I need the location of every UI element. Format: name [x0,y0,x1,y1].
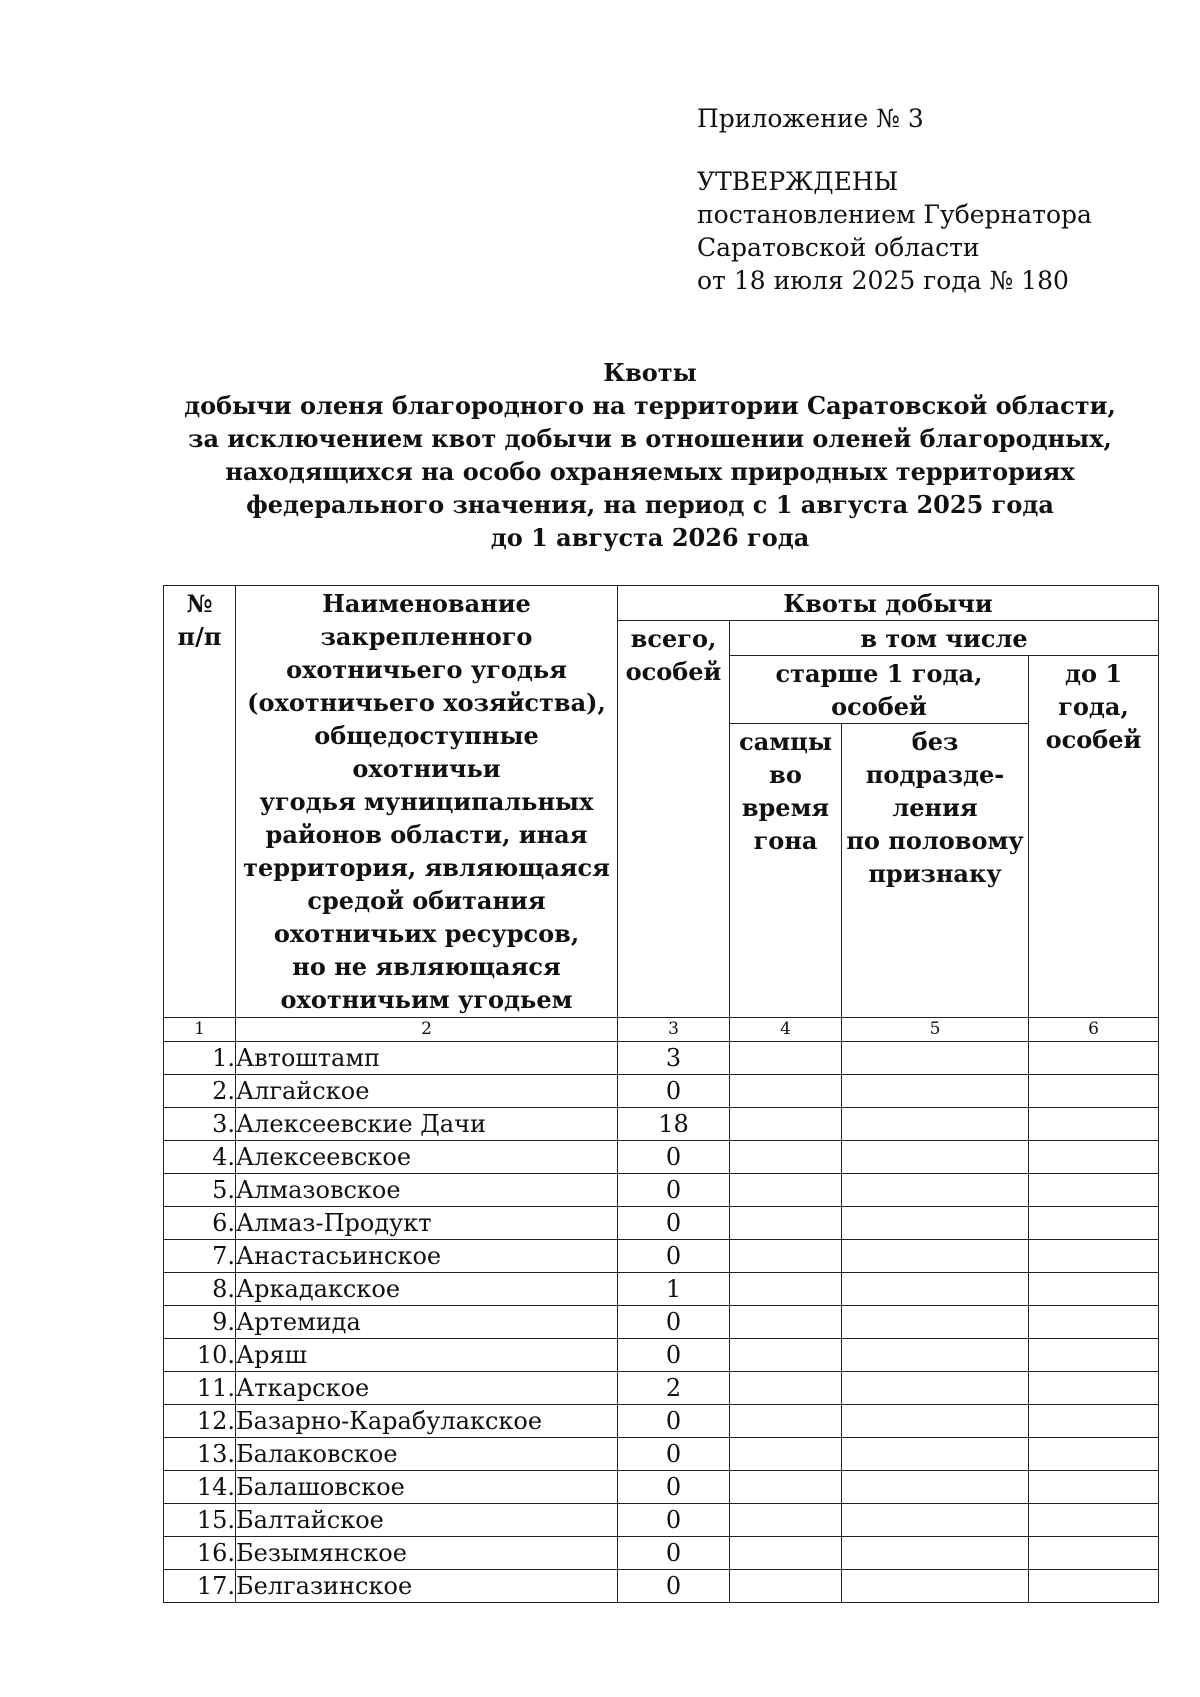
appendix-label: Приложение № 3 [697,104,924,133]
row-total: 1 [618,1273,730,1306]
row-number: 10. [164,1339,236,1372]
row-no-sex [842,1042,1029,1075]
row-males [730,1306,842,1339]
header-older: старше 1 года, особей [730,656,1029,724]
title-line: до 1 августа 2026 года [490,523,810,552]
document-title [140,356,1160,554]
table-body [164,1042,1159,1603]
column-number: 4 [730,1018,842,1042]
row-no-sex [842,1570,1029,1603]
row-name: Алексеевские Дачи [236,1108,618,1141]
row-males [730,1207,842,1240]
table-row [164,1207,1159,1240]
header-name [236,586,618,1018]
title-line: Квоты [603,358,697,387]
row-males [730,1471,842,1504]
header-name-line: территория, являющаяся [243,853,610,882]
column-number: 2 [236,1018,618,1042]
row-name: Аткарское [236,1372,618,1405]
row-no-sex [842,1339,1029,1372]
column-number: 3 [618,1018,730,1042]
row-number: 7. [164,1240,236,1273]
row-males [730,1570,842,1603]
header-name-line: общедоступные охотничьи [314,721,539,783]
row-males [730,1042,842,1075]
header-no-sex-line: ления [892,793,978,822]
row-number: 12. [164,1405,236,1438]
header-males-line: во время [741,760,830,822]
row-name: Аркадакское [236,1273,618,1306]
header-under1 [1029,656,1159,1018]
quota-table [163,585,1159,1603]
row-no-sex [842,1471,1029,1504]
header-name-line: (охотничьего хозяйства), [247,688,606,717]
row-males [730,1372,842,1405]
row-under1 [1029,1372,1159,1405]
row-under1 [1029,1075,1159,1108]
table-row [164,1438,1159,1471]
row-males [730,1537,842,1570]
row-no-sex [842,1405,1029,1438]
row-name: Автоштамп [236,1042,618,1075]
row-total: 0 [618,1438,730,1471]
row-under1 [1029,1108,1159,1141]
column-number: 5 [842,1018,1029,1042]
row-males [730,1174,842,1207]
column-number: 1 [164,1018,236,1042]
table-row [164,1174,1159,1207]
row-name: Балаковское [236,1438,618,1471]
approval-block [697,102,1157,297]
row-name: Аряш [236,1339,618,1372]
row-name: Белгазинское [236,1570,618,1603]
row-under1 [1029,1471,1159,1504]
row-number: 14. [164,1471,236,1504]
row-males [730,1108,842,1141]
header-name-line: но не являющаяся [292,952,561,981]
header-name-line: закрепленного [320,622,533,651]
row-total: 0 [618,1339,730,1372]
row-males [730,1405,842,1438]
table-row [164,1339,1159,1372]
table-row [164,1537,1159,1570]
row-number: 13. [164,1438,236,1471]
row-no-sex [842,1174,1029,1207]
header-name-line: угодья муниципальных [259,787,594,816]
table-row [164,1306,1159,1339]
row-no-sex [842,1537,1029,1570]
decree-line: постановлением Губернатора [697,200,1092,229]
header-number-line: № [186,589,213,618]
row-total: 2 [618,1372,730,1405]
header-number-line: п/п [177,622,222,651]
header-under1-line: до 1 года, [1058,659,1129,721]
row-no-sex [842,1075,1029,1108]
row-total: 0 [618,1141,730,1174]
row-under1 [1029,1504,1159,1537]
table-row [164,1141,1159,1174]
row-name: Алмазовское [236,1174,618,1207]
row-males [730,1240,842,1273]
row-no-sex [842,1273,1029,1306]
row-name: Алмаз-Продукт [236,1207,618,1240]
row-no-sex [842,1108,1029,1141]
header-under1-line: особей [1045,725,1142,754]
row-males [730,1075,842,1108]
row-total: 0 [618,1537,730,1570]
row-total: 0 [618,1207,730,1240]
row-number: 1. [164,1042,236,1075]
header-total-line: особей [625,657,722,686]
row-total: 0 [618,1471,730,1504]
header-name-line: средой обитания [307,886,546,915]
row-total: 0 [618,1405,730,1438]
table-row [164,1471,1159,1504]
decree-date: от 18 июля 2025 года № 180 [697,266,1069,295]
row-no-sex [842,1141,1029,1174]
header-males [730,724,842,1018]
row-no-sex [842,1240,1029,1273]
row-number: 6. [164,1207,236,1240]
header-name-line: охотничьего угодья [286,655,567,684]
header-name-line: Наименование [322,589,531,618]
header-name-line: районов области, иная [265,820,588,849]
title-line: добычи оленя благородного на территории Саратовской области, [184,391,1116,420]
row-number: 9. [164,1306,236,1339]
row-total: 0 [618,1504,730,1537]
row-name: Алгайское [236,1075,618,1108]
header-including: в том числе [730,621,1159,656]
row-name: Базарно-Карабулакское [236,1405,618,1438]
table-row [164,1570,1159,1603]
row-number: 2. [164,1075,236,1108]
row-under1 [1029,1042,1159,1075]
table-row [164,1405,1159,1438]
header-name-line: охотничьих ресурсов, [273,919,580,948]
column-number-row [164,1018,1159,1042]
row-total: 0 [618,1174,730,1207]
row-no-sex [842,1306,1029,1339]
header-no-sex-line: по половому [846,826,1024,855]
row-under1 [1029,1570,1159,1603]
row-name: Балашовское [236,1471,618,1504]
row-name: Безымянское [236,1537,618,1570]
row-under1 [1029,1273,1159,1306]
row-under1 [1029,1240,1159,1273]
header-no-sex [842,724,1029,1018]
row-under1 [1029,1141,1159,1174]
row-under1 [1029,1306,1159,1339]
row-number: 8. [164,1273,236,1306]
row-number: 11. [164,1372,236,1405]
decree-line: Саратовской области [697,233,980,262]
table-row [164,1075,1159,1108]
row-total: 0 [618,1306,730,1339]
row-males [730,1141,842,1174]
row-no-sex [842,1438,1029,1471]
row-under1 [1029,1207,1159,1240]
header-name-line: охотничьим угодьем [280,985,573,1014]
row-males [730,1438,842,1471]
title-line: федерального значения, на период с 1 августа 2025 года [246,490,1054,519]
table-row [164,1240,1159,1273]
row-number: 3. [164,1108,236,1141]
table-row [164,1108,1159,1141]
row-under1 [1029,1339,1159,1372]
row-number: 17. [164,1570,236,1603]
row-name: Анастасьинское [236,1240,618,1273]
row-total: 0 [618,1075,730,1108]
row-name: Артемида [236,1306,618,1339]
row-under1 [1029,1174,1159,1207]
row-total: 0 [618,1570,730,1603]
row-males [730,1504,842,1537]
header-no-sex-line: признаку [868,859,1002,888]
row-no-sex [842,1207,1029,1240]
approved-label: УТВЕРЖДЕНЫ [697,167,899,196]
row-total: 18 [618,1108,730,1141]
row-males [730,1273,842,1306]
header-males-line: самцы [739,727,832,756]
row-under1 [1029,1438,1159,1471]
row-number: 15. [164,1504,236,1537]
row-no-sex [842,1372,1029,1405]
row-total: 3 [618,1042,730,1075]
header-number [164,586,236,1018]
row-number: 4. [164,1141,236,1174]
table-row [164,1372,1159,1405]
row-name: Балтайское [236,1504,618,1537]
header-total [618,621,730,1018]
row-total: 0 [618,1240,730,1273]
row-name: Алексеевское [236,1141,618,1174]
row-number: 5. [164,1174,236,1207]
column-number: 6 [1029,1018,1159,1042]
row-under1 [1029,1405,1159,1438]
title-line: находящихся на особо охраняемых природных территориях [225,457,1075,486]
table-row [164,1042,1159,1075]
header-males-line: гона [753,826,818,855]
row-under1 [1029,1537,1159,1570]
title-line: за исключением квот добычи в отношении оленей благородных, [188,424,1112,453]
row-no-sex [842,1504,1029,1537]
table-row [164,1273,1159,1306]
row-males [730,1339,842,1372]
row-number: 16. [164,1537,236,1570]
table-row [164,1504,1159,1537]
header-total-line: всего, [630,624,717,653]
header-no-sex-line: без подразде- [865,727,1005,789]
header-quotas: Квоты добычи [618,586,1159,621]
